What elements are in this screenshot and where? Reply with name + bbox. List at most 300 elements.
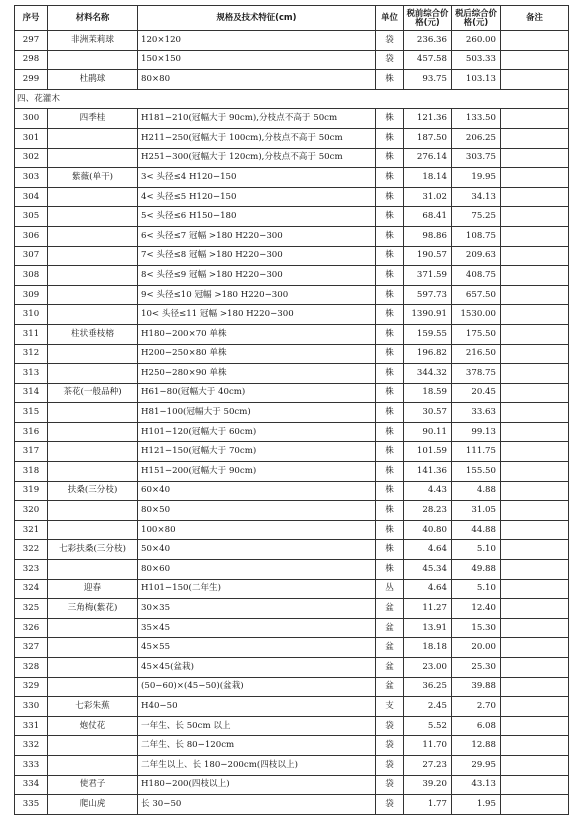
table-row [15,70,569,90]
material-name [48,520,138,540]
spec-text: 35×45 [138,618,376,638]
material-name: 使君子 [48,775,138,795]
note-text [501,442,569,462]
post-tax-price: 33.63 [452,403,501,423]
pre-tax-price: 27.23 [404,755,452,775]
table-row [15,226,569,246]
spec-text: 10< 头径≤11 冠幅 >180 H220−300 [138,305,376,325]
post-tax-price: 6.08 [452,716,501,736]
post-tax-price: 20.45 [452,383,501,403]
note-text [501,422,569,442]
unit-text: 株 [376,226,404,246]
unit-text: 株 [376,442,404,462]
pre-tax-price: 39.20 [404,775,452,795]
spec-text: H181−210(冠幅大于 90cm),分枝点不高于 50cm [138,109,376,129]
note-text [501,285,569,305]
pre-tax-price: 371.59 [404,266,452,286]
pre-tax-price: 23.00 [404,658,452,678]
post-tax-price: 2.70 [452,697,501,717]
table-row [15,383,569,403]
unit-text: 株 [376,187,404,207]
material-name: 非洲茉莉球 [48,31,138,51]
table-row [15,638,569,658]
post-tax-price: 99.13 [452,422,501,442]
row-number: 324 [15,579,48,599]
spec-text: H40−50 [138,697,376,717]
spec-text: 80×60 [138,560,376,580]
table-row [15,462,569,482]
table-row [15,344,569,364]
note-text [501,520,569,540]
post-tax-price: 111.75 [452,442,501,462]
row-number: 308 [15,266,48,286]
table-body [15,31,569,815]
table-row [15,266,569,286]
post-tax-price: 31.05 [452,501,501,521]
pre-tax-price: 4.43 [404,481,452,501]
spec-text: 45×55 [138,638,376,658]
unit-text: 株 [376,344,404,364]
pre-tax-price: 236.36 [404,31,452,51]
row-number: 328 [15,658,48,678]
post-tax-price: 5.10 [452,579,501,599]
unit-text: 株 [376,305,404,325]
pre-tax-price: 276.14 [404,148,452,168]
post-tax-price: 103.13 [452,70,501,90]
unit-text: 株 [376,422,404,442]
note-text [501,677,569,697]
row-number: 310 [15,305,48,325]
table-row [15,560,569,580]
price-table-page [14,5,568,815]
table-row [15,422,569,442]
row-number: 323 [15,560,48,580]
post-tax-price: 44.88 [452,520,501,540]
spec-text: 4< 头径≤5 H120−150 [138,187,376,207]
note-text [501,70,569,90]
table-row [15,148,569,168]
note-text [501,618,569,638]
unit-text: 株 [376,560,404,580]
spec-text: 长 30−50 [138,795,376,815]
pre-tax-price: 18.18 [404,638,452,658]
post-tax-price: 216.50 [452,344,501,364]
note-text [501,599,569,619]
pre-tax-price: 1.77 [404,795,452,815]
note-text [501,775,569,795]
pre-tax-price: 68.41 [404,207,452,227]
post-tax-price: 1.95 [452,795,501,815]
material-name [48,364,138,384]
material-name [48,462,138,482]
pre-tax-price: 141.36 [404,462,452,482]
unit-text: 袋 [376,795,404,815]
pre-tax-price: 31.02 [404,187,452,207]
spec-text: 80×80 [138,70,376,90]
note-text [501,226,569,246]
row-number: 331 [15,716,48,736]
unit-text: 盆 [376,677,404,697]
unit-text: 株 [376,70,404,90]
table-row [15,658,569,678]
post-tax-price: 503.33 [452,50,501,70]
post-tax-price: 209.63 [452,246,501,266]
post-tax-price: 15.30 [452,618,501,638]
unit-text: 袋 [376,755,404,775]
post-tax-price: 408.75 [452,266,501,286]
pre-tax-price: 18.59 [404,383,452,403]
post-tax-price: 1530.00 [452,305,501,325]
row-number: 309 [15,285,48,305]
row-number: 297 [15,31,48,51]
material-name: 迎春 [48,579,138,599]
row-number: 320 [15,501,48,521]
unit-text: 株 [376,501,404,521]
material-name [48,501,138,521]
note-text [501,344,569,364]
table-row [15,540,569,560]
pre-tax-price: 196.82 [404,344,452,364]
header-row [15,6,569,31]
note-text [501,148,569,168]
pre-tax-price: 30.57 [404,403,452,423]
section-label: 四、花灌木 [15,89,569,109]
unit-text: 株 [376,246,404,266]
post-tax-price: 4.88 [452,481,501,501]
material-name [48,442,138,462]
spec-text: H101−150(二年生) [138,579,376,599]
unit-text: 株 [376,462,404,482]
table-row [15,599,569,619]
table-row [15,618,569,638]
row-number: 326 [15,618,48,638]
note-text [501,403,569,423]
pre-tax-price: 13.91 [404,618,452,638]
unit-text: 丛 [376,579,404,599]
post-tax-price: 378.75 [452,364,501,384]
header-spec: 规格及技术特征(cm) [138,6,376,31]
post-tax-price: 25.30 [452,658,501,678]
pre-tax-price: 5.52 [404,716,452,736]
material-name: 茶花(一般品种) [48,383,138,403]
material-name: 爬山虎 [48,795,138,815]
note-text [501,305,569,325]
header-post-tax: 税后综合价格(元) [452,6,501,31]
unit-text: 株 [376,168,404,188]
pre-tax-price: 36.25 [404,677,452,697]
note-text [501,128,569,148]
row-number: 318 [15,462,48,482]
row-number: 304 [15,187,48,207]
table-row [15,403,569,423]
post-tax-price: 206.25 [452,128,501,148]
spec-text: 45×45(盆栽) [138,658,376,678]
table-row [15,755,569,775]
spec-text: H211−250(冠幅大于 100cm),分枝点不高于 50cm [138,128,376,148]
material-name [48,187,138,207]
price-table [14,5,569,815]
post-tax-price: 260.00 [452,31,501,51]
unit-text: 株 [376,207,404,227]
note-text [501,501,569,521]
note-text [501,31,569,51]
table-row [15,324,569,344]
row-number: 317 [15,442,48,462]
table-row [15,481,569,501]
table-row [15,50,569,70]
row-number: 316 [15,422,48,442]
pre-tax-price: 40.80 [404,520,452,540]
post-tax-price: 133.50 [452,109,501,129]
material-name [48,618,138,638]
spec-text: H151−200(冠幅大于 90cm) [138,462,376,482]
spec-text: 二年生以上、长 180−200cm(四枝以上) [138,755,376,775]
row-number: 315 [15,403,48,423]
note-text [501,716,569,736]
unit-text: 株 [376,364,404,384]
material-name [48,344,138,364]
table-row [15,442,569,462]
note-text [501,383,569,403]
table-row [15,207,569,227]
material-name [48,266,138,286]
note-text [501,462,569,482]
post-tax-price: 108.75 [452,226,501,246]
row-number: 302 [15,148,48,168]
material-name [48,403,138,423]
unit-text: 支 [376,697,404,717]
spec-text: 一年生、长 50cm 以上 [138,716,376,736]
row-number: 313 [15,364,48,384]
row-number: 314 [15,383,48,403]
pre-tax-price: 4.64 [404,579,452,599]
material-name: 杜鹃球 [48,70,138,90]
pre-tax-price: 187.50 [404,128,452,148]
note-text [501,266,569,286]
row-number: 300 [15,109,48,129]
spec-text: 120×120 [138,31,376,51]
pre-tax-price: 18.14 [404,168,452,188]
spec-text: 30×35 [138,599,376,619]
material-name [48,305,138,325]
spec-text: 5< 头径≤6 H150−180 [138,207,376,227]
note-text [501,168,569,188]
note-text [501,755,569,775]
material-name [48,755,138,775]
spec-text: 3< 头径≤4 H120−150 [138,168,376,188]
unit-text: 株 [376,383,404,403]
table-row [15,305,569,325]
note-text [501,697,569,717]
note-text [501,481,569,501]
header-note: 备注 [501,6,569,31]
unit-text: 袋 [376,716,404,736]
table-row [15,775,569,795]
material-name [48,246,138,266]
row-number: 325 [15,599,48,619]
unit-text: 盆 [376,599,404,619]
header-no: 序号 [15,6,48,31]
table-row [15,520,569,540]
note-text [501,579,569,599]
row-number: 301 [15,128,48,148]
unit-text: 株 [376,128,404,148]
material-name: 紫薇(单干) [48,168,138,188]
row-number: 321 [15,520,48,540]
note-text [501,207,569,227]
pre-tax-price: 101.59 [404,442,452,462]
post-tax-price: 175.50 [452,324,501,344]
table-row [15,716,569,736]
material-name [48,422,138,442]
header-unit: 单位 [376,6,404,31]
post-tax-price: 155.50 [452,462,501,482]
unit-text: 株 [376,520,404,540]
pre-tax-price: 45.34 [404,560,452,580]
pre-tax-price: 190.57 [404,246,452,266]
unit-text: 袋 [376,736,404,756]
table-row [15,246,569,266]
post-tax-price: 29.95 [452,755,501,775]
row-number: 299 [15,70,48,90]
material-name [48,638,138,658]
material-name [48,677,138,697]
row-number: 335 [15,795,48,815]
material-name [48,560,138,580]
material-name [48,148,138,168]
row-number: 327 [15,638,48,658]
spec-text: H250−280×90 单株 [138,364,376,384]
table-row [15,285,569,305]
row-number: 330 [15,697,48,717]
material-name [48,736,138,756]
pre-tax-price: 11.27 [404,599,452,619]
note-text [501,658,569,678]
spec-text: 60×40 [138,481,376,501]
table-row [15,31,569,51]
unit-text: 株 [376,109,404,129]
post-tax-price: 39.88 [452,677,501,697]
table-row [15,128,569,148]
header-name: 材料名称 [48,6,138,31]
material-name [48,658,138,678]
note-text [501,109,569,129]
post-tax-price: 43.13 [452,775,501,795]
row-number: 334 [15,775,48,795]
pre-tax-price: 11.70 [404,736,452,756]
section-row [15,89,569,109]
row-number: 303 [15,168,48,188]
pre-tax-price: 28.23 [404,501,452,521]
spec-text: H81−100(冠幅大于 50cm) [138,403,376,423]
unit-text: 株 [376,266,404,286]
material-name: 炮仗花 [48,716,138,736]
spec-text: 7< 头径≤8 冠幅 >180 H220−300 [138,246,376,266]
material-name [48,50,138,70]
unit-text: 盆 [376,638,404,658]
spec-text: 8< 头径≤9 冠幅 >180 H220−300 [138,266,376,286]
spec-text: (50−60)×(45−50)(盆栽) [138,677,376,697]
row-number: 332 [15,736,48,756]
pre-tax-price: 159.55 [404,324,452,344]
unit-text: 株 [376,481,404,501]
note-text [501,638,569,658]
unit-text: 株 [376,285,404,305]
post-tax-price: 303.75 [452,148,501,168]
material-name: 扶桑(三分枝) [48,481,138,501]
spec-text: H121−150(冠幅大于 70cm) [138,442,376,462]
unit-text: 袋 [376,50,404,70]
post-tax-price: 49.88 [452,560,501,580]
unit-text: 株 [376,148,404,168]
post-tax-price: 75.25 [452,207,501,227]
unit-text: 袋 [376,31,404,51]
material-name: 七彩扶桑(三分枝) [48,540,138,560]
spec-text: H180−200(四枝以上) [138,775,376,795]
unit-text: 株 [376,324,404,344]
unit-text: 株 [376,540,404,560]
note-text [501,246,569,266]
note-text [501,795,569,815]
post-tax-price: 34.13 [452,187,501,207]
material-name [48,285,138,305]
row-number: 298 [15,50,48,70]
table-row [15,677,569,697]
pre-tax-price: 457.58 [404,50,452,70]
spec-text: H61−80(冠幅大于 40cm) [138,383,376,403]
material-name [48,128,138,148]
note-text [501,50,569,70]
material-name [48,226,138,246]
unit-text: 袋 [376,775,404,795]
spec-text: 二年生、长 80−120cm [138,736,376,756]
unit-text: 株 [376,403,404,423]
row-number: 306 [15,226,48,246]
post-tax-price: 20.00 [452,638,501,658]
unit-text: 盆 [376,618,404,638]
row-number: 333 [15,755,48,775]
material-name: 七彩朱蕉 [48,697,138,717]
table-row [15,579,569,599]
spec-text: H200−250×80 单株 [138,344,376,364]
row-number: 305 [15,207,48,227]
pre-tax-price: 2.45 [404,697,452,717]
post-tax-price: 12.88 [452,736,501,756]
table-row [15,736,569,756]
pre-tax-price: 344.32 [404,364,452,384]
note-text [501,364,569,384]
note-text [501,736,569,756]
spec-text: H101−120(冠幅大于 60cm) [138,422,376,442]
pre-tax-price: 121.36 [404,109,452,129]
table-row [15,364,569,384]
spec-text: 50×40 [138,540,376,560]
post-tax-price: 657.50 [452,285,501,305]
row-number: 329 [15,677,48,697]
pre-tax-price: 1390.91 [404,305,452,325]
row-number: 319 [15,481,48,501]
post-tax-price: 19.95 [452,168,501,188]
spec-text: 80×50 [138,501,376,521]
material-name: 柱状垂枝榕 [48,324,138,344]
post-tax-price: 12.40 [452,599,501,619]
material-name [48,207,138,227]
table-row [15,501,569,521]
spec-text: H251−300(冠幅大于 120cm),分枝点不高于 50cm [138,148,376,168]
pre-tax-price: 4.64 [404,540,452,560]
spec-text: 100×80 [138,520,376,540]
row-number: 307 [15,246,48,266]
